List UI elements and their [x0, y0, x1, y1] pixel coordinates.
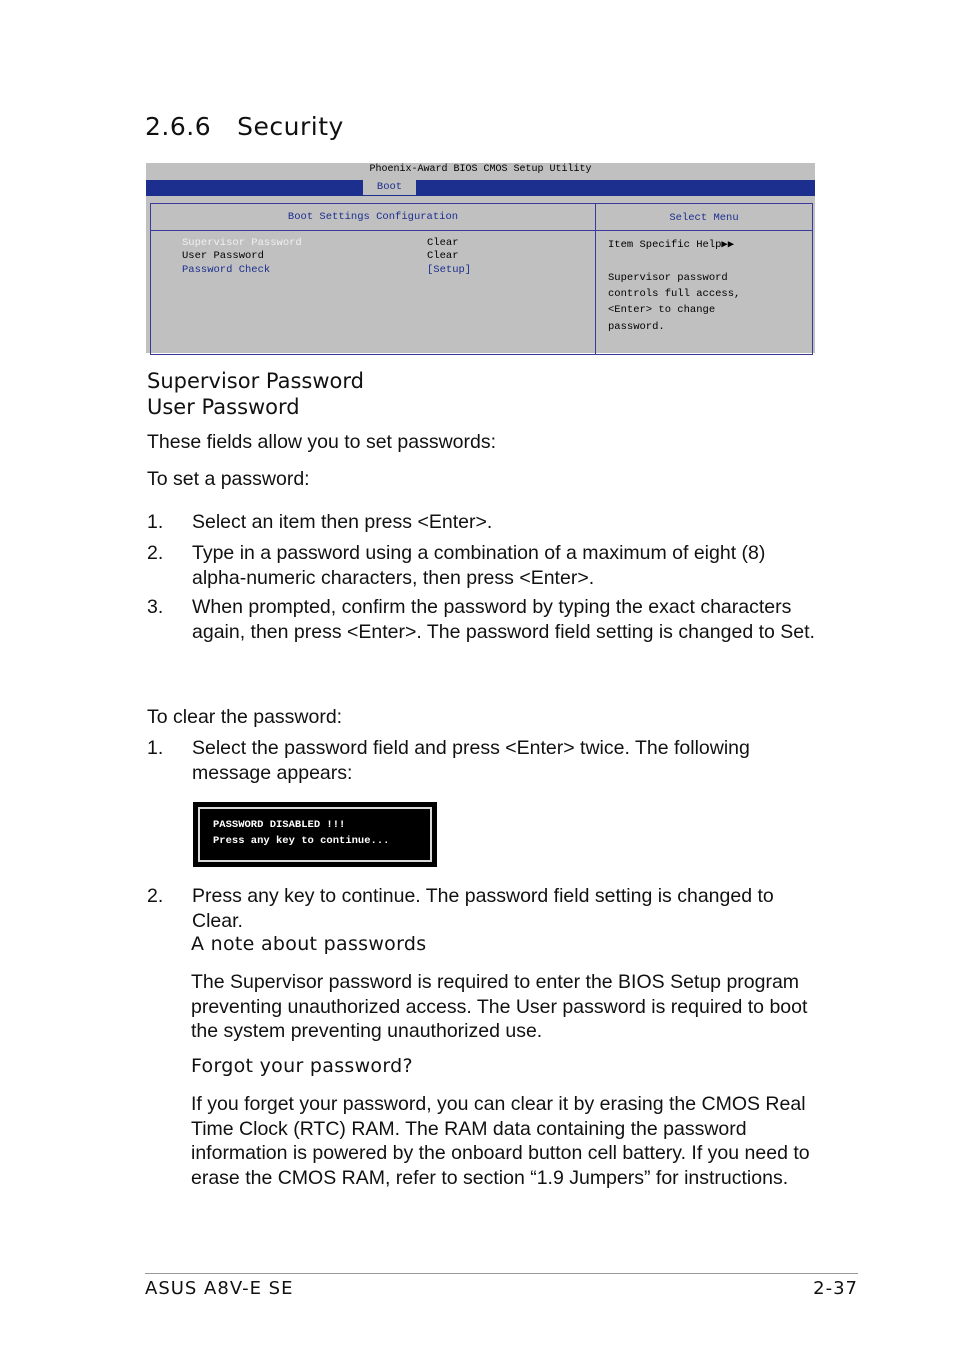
list-number: 2.: [147, 885, 164, 907]
message-line: Press any key to continue...: [213, 835, 390, 847]
bios-panel: [150, 203, 813, 355]
bios-screen: [146, 163, 815, 353]
bios-help-line: Supervisor password: [608, 272, 728, 284]
list-item: When prompted, confirm the password by typing the exact characters again, then press <Enter>. The password field setting is changed to Set.: [192, 596, 815, 643]
bios-value-supervisor-password: Clear: [427, 237, 459, 249]
bios-right-header: Select Menu: [596, 204, 812, 231]
bios-help-title: Item Specific Help▶▶: [608, 239, 735, 251]
note-text: The Supervisor password is required to enter the BIOS Setup program preventing unauthorized access. The User password is required to boot the system preventing unauthorized use.: [191, 971, 808, 1042]
password-disabled-message-box: [193, 802, 437, 867]
list-number: 2.: [147, 542, 164, 564]
list-item: Press any key to continue. The password field setting is changed to Clear.: [192, 885, 774, 932]
bios-menu-bar: [146, 180, 815, 196]
intro-text: These fields allow you to set passwords:: [147, 431, 497, 453]
clear-password-intro: To clear the password:: [147, 706, 343, 728]
list-number: 1.: [147, 737, 164, 759]
subheading-supervisor-password: Supervisor Password: [147, 369, 364, 393]
bios-help-line: <Enter> to change: [608, 304, 716, 316]
forgot-password-heading: Forgot your password?: [191, 1055, 413, 1077]
list-item: Select an item then press <Enter>.: [192, 511, 493, 533]
set-password-intro: To set a password:: [147, 468, 310, 490]
section-number: 2.6.6: [145, 112, 212, 141]
list-item: Select the password field and press <Enter> twice. The following message appears:: [192, 737, 750, 784]
bios-tab-boot[interactable]: Boot: [363, 180, 416, 195]
bios-value-password-check[interactable]: [Setup]: [427, 264, 472, 276]
bios-help-line: password.: [608, 321, 665, 333]
bios-item-password-check[interactable]: Password Check: [182, 264, 271, 276]
footer-product-name: ASUS A8V-E SE: [145, 1278, 294, 1299]
bios-help-line: controls full access,: [608, 288, 741, 300]
footer-page-number: 2-37: [813, 1278, 858, 1299]
footer-rule: [145, 1273, 858, 1274]
forgot-password-text: If you forget your password, you can clear it by erasing the CMOS Real Time Clock (RTC) RAM. The RAM data containing the password information is powered by the onboard button cell battery. If you need to erase the CMOS RAM, refer to section “1.9 Jumpers” for instructions.: [191, 1093, 810, 1189]
message-line: PASSWORD DISABLED !!!: [213, 819, 346, 831]
note-heading: A note about passwords: [191, 933, 427, 955]
bios-item-supervisor-password[interactable]: Supervisor Password: [182, 237, 302, 249]
list-number: 3.: [147, 596, 164, 618]
list-number: 1.: [147, 511, 164, 533]
section-title: Security: [237, 112, 344, 141]
subheading-user-password: User Password: [147, 395, 300, 419]
bios-item-user-password[interactable]: User Password: [182, 250, 264, 262]
section-heading: [145, 112, 344, 141]
list-item: Type in a password using a combination of a maximum of eight (8) alpha-numeric characters, then press <Enter>.: [192, 542, 766, 589]
bios-title: Phoenix-Award BIOS CMOS Setup Utility: [146, 163, 815, 177]
bios-left-header: Boot Settings Configuration: [151, 204, 596, 231]
bios-divider: [595, 231, 596, 355]
bios-value-user-password: Clear: [427, 250, 459, 262]
